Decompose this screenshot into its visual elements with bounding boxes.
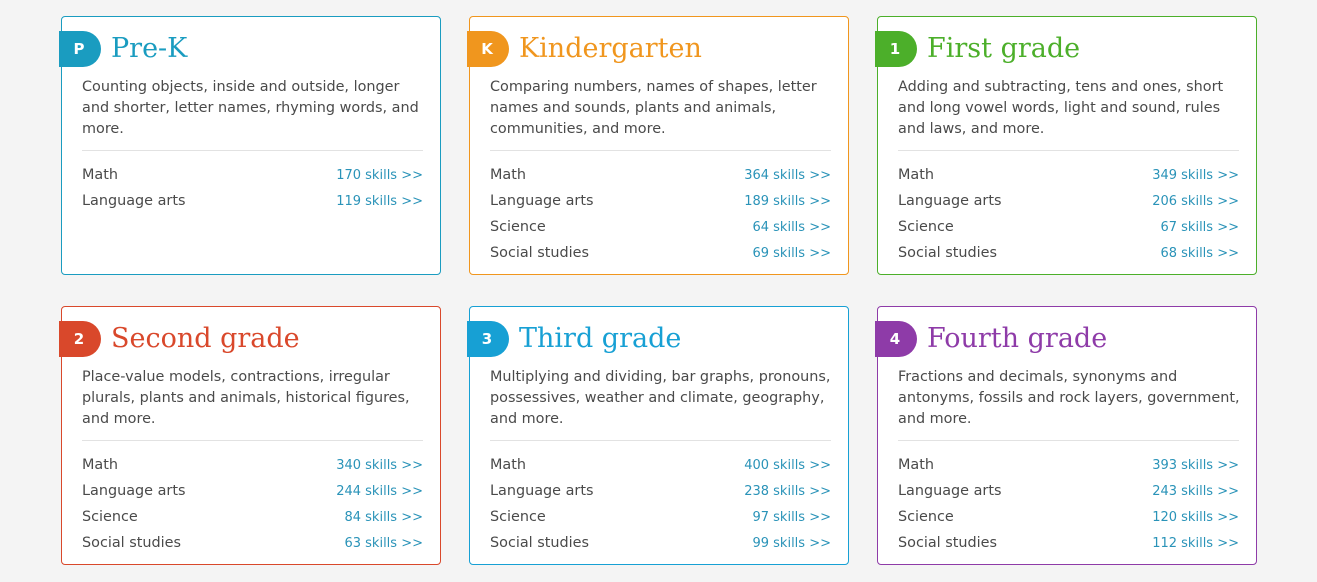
- subject-row-language-arts[interactable]: [82, 478, 423, 504]
- skills-link[interactable]: 189 skills >>: [744, 193, 831, 209]
- divider: [898, 150, 1239, 151]
- subject-name: Science: [490, 219, 546, 235]
- subject-row-social-studies[interactable]: [82, 530, 423, 556]
- skills-link[interactable]: 64 skills >>: [752, 219, 831, 235]
- subject-row-math[interactable]: [82, 162, 423, 188]
- grade-badge: 2: [59, 321, 101, 357]
- grade-card-fourth-grade: [877, 306, 1257, 565]
- grade-badge: 4: [875, 321, 917, 357]
- subject-name: Science: [898, 509, 954, 525]
- grade-title-link[interactable]: Third grade: [519, 323, 682, 354]
- grade-badge: 3: [467, 321, 509, 357]
- grade-badge: 1: [875, 31, 917, 67]
- divider: [898, 440, 1239, 441]
- grade-card-third-grade: [469, 306, 849, 565]
- subject-list: [490, 452, 831, 556]
- subject-row-math[interactable]: [490, 162, 831, 188]
- skills-link[interactable]: 206 skills >>: [1152, 193, 1239, 209]
- skills-link[interactable]: 120 skills >>: [1152, 509, 1239, 525]
- subject-name: Math: [82, 457, 118, 473]
- skills-link[interactable]: 99 skills >>: [752, 535, 831, 551]
- subject-row-science[interactable]: [490, 504, 831, 530]
- subject-list: [82, 452, 423, 556]
- subject-name: Science: [490, 509, 546, 525]
- subject-name: Social studies: [490, 245, 589, 261]
- grade-title-link[interactable]: Second grade: [111, 323, 300, 354]
- skills-link[interactable]: 84 skills >>: [344, 509, 423, 525]
- grade-card-first-grade: [877, 16, 1257, 275]
- subject-list: [898, 452, 1239, 556]
- subject-row-language-arts[interactable]: [490, 188, 831, 214]
- skills-link[interactable]: 244 skills >>: [336, 483, 423, 499]
- grade-title-link[interactable]: Pre-K: [111, 33, 188, 64]
- skills-link[interactable]: 68 skills >>: [1160, 245, 1239, 261]
- subject-name: Math: [82, 167, 118, 183]
- subject-row-social-studies[interactable]: [490, 530, 831, 556]
- grade-title-link[interactable]: Kindergarten: [519, 33, 702, 64]
- skills-link[interactable]: 400 skills >>: [744, 457, 831, 473]
- subject-list: [898, 162, 1239, 266]
- subject-row-science[interactable]: [898, 214, 1239, 240]
- subject-list: [82, 162, 423, 214]
- skills-link[interactable]: 243 skills >>: [1152, 483, 1239, 499]
- subject-name: Language arts: [490, 193, 594, 209]
- subject-row-social-studies[interactable]: [490, 240, 831, 266]
- divider: [82, 440, 423, 441]
- subject-list: [490, 162, 831, 266]
- grade-card-pre-k: [61, 16, 441, 275]
- subject-row-math[interactable]: [898, 452, 1239, 478]
- divider: [82, 150, 423, 151]
- subject-row-language-arts[interactable]: [82, 188, 423, 214]
- skills-link[interactable]: 69 skills >>: [752, 245, 831, 261]
- subject-name: Science: [898, 219, 954, 235]
- subject-name: Math: [898, 167, 934, 183]
- subject-name: Social studies: [898, 245, 997, 261]
- skills-link[interactable]: 238 skills >>: [744, 483, 831, 499]
- subject-name: Math: [898, 457, 934, 473]
- subject-row-science[interactable]: [82, 504, 423, 530]
- subject-row-math[interactable]: [82, 452, 423, 478]
- subject-row-math[interactable]: [898, 162, 1239, 188]
- subject-row-social-studies[interactable]: [898, 530, 1239, 556]
- subject-row-language-arts[interactable]: [898, 188, 1239, 214]
- divider: [490, 440, 831, 441]
- grade-description: Place-value models, contractions, irregular plurals, plants and animals, historical figures, and more.: [82, 369, 410, 427]
- grade-description: Counting objects, inside and outside, longer and shorter, letter names, rhyming words, and more.: [82, 79, 419, 137]
- skills-link[interactable]: 119 skills >>: [336, 193, 423, 209]
- subject-name: Language arts: [898, 193, 1002, 209]
- subject-row-science[interactable]: [490, 214, 831, 240]
- skills-link[interactable]: 349 skills >>: [1152, 167, 1239, 183]
- grade-description: Comparing numbers, names of shapes, letter names and sounds, plants and animals, communities, and more.: [490, 79, 817, 137]
- subject-name: Language arts: [898, 483, 1002, 499]
- divider: [490, 150, 831, 151]
- subject-row-social-studies[interactable]: [898, 240, 1239, 266]
- grade-description: Fractions and decimals, synonyms and antonyms, fossils and rock layers, government, and more.: [898, 369, 1240, 427]
- subject-row-language-arts[interactable]: [490, 478, 831, 504]
- subject-row-science[interactable]: [898, 504, 1239, 530]
- subject-name: Language arts: [82, 193, 186, 209]
- subject-name: Science: [82, 509, 138, 525]
- subject-row-math[interactable]: [490, 452, 831, 478]
- grade-title-link[interactable]: First grade: [927, 33, 1081, 64]
- skills-link[interactable]: 340 skills >>: [336, 457, 423, 473]
- skills-link[interactable]: 97 skills >>: [752, 509, 831, 525]
- grade-badge: K: [467, 31, 509, 67]
- subject-name: Math: [490, 167, 526, 183]
- subject-name: Language arts: [82, 483, 186, 499]
- grade-description: Adding and subtracting, tens and ones, short and long vowel words, light and sound, rules and laws, and more.: [898, 79, 1224, 137]
- skills-link[interactable]: 63 skills >>: [344, 535, 423, 551]
- grade-title-link[interactable]: Fourth grade: [927, 323, 1108, 354]
- skills-link[interactable]: 393 skills >>: [1152, 457, 1239, 473]
- grade-card-second-grade: [61, 306, 441, 565]
- skills-link[interactable]: 112 skills >>: [1152, 535, 1239, 551]
- subject-name: Social studies: [898, 535, 997, 551]
- subject-name: Social studies: [490, 535, 589, 551]
- skills-link[interactable]: 170 skills >>: [336, 167, 423, 183]
- subject-row-language-arts[interactable]: [898, 478, 1239, 504]
- subject-name: Social studies: [82, 535, 181, 551]
- skills-link[interactable]: 364 skills >>: [744, 167, 831, 183]
- subject-name: Language arts: [490, 483, 594, 499]
- grade-badge: P: [59, 31, 101, 67]
- skills-link[interactable]: 67 skills >>: [1160, 219, 1239, 235]
- subject-name: Math: [490, 457, 526, 473]
- grade-card-kindergarten: [469, 16, 849, 275]
- grade-description: Multiplying and dividing, bar graphs, pronouns, possessives, weather and climate, geography, and more.: [490, 369, 831, 427]
